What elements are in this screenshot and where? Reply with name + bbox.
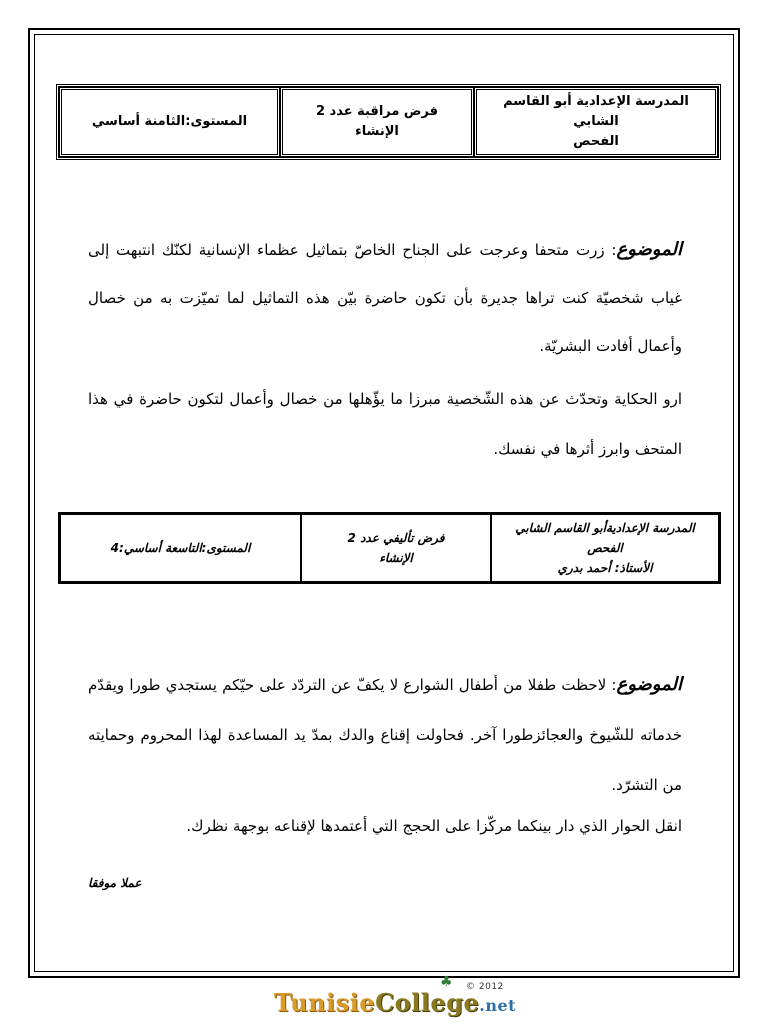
logo-text-college: College	[375, 988, 480, 1017]
test-title-2: فرض تأليفي عدد 2	[347, 531, 445, 545]
school-name: المدرسة الإعدادية أبو القاسم الشابي	[503, 94, 689, 129]
topic-2-text	[88, 660, 682, 810]
level-text-2: المستوى:التاسعة أساسي:4	[110, 541, 251, 555]
topic-1-label: الموضوع	[616, 239, 682, 260]
test-cell	[280, 87, 474, 157]
level-text: المستوى:الثامنة أساسي	[91, 114, 248, 129]
level-cell-2	[60, 514, 301, 582]
topic-1-text	[88, 226, 682, 370]
level-cell	[59, 87, 280, 157]
logo-text-tunisie: Tunisie	[274, 988, 376, 1017]
test-subject: الإنشاء	[355, 124, 399, 139]
topic-1-task: ارو الحكاية وتحدّث عن هذه الشّخصية مبرزا ما يؤّهلها من خصال وأعمال لتكون حاضرة في هذا المتحف وابرز أثرها في نفسك.	[88, 390, 682, 458]
topic-2-task: انقل الحوار الذي دار بينكما مركّزا على الحجج التي أعتمدها لإقناعه بوجهة نظرك.	[186, 817, 682, 835]
topic-2-label: الموضوع	[616, 674, 682, 695]
test-subject-2: الإنشاء	[379, 551, 413, 565]
test-cell-2	[301, 514, 491, 582]
sign-off: عملا موفقا	[88, 876, 142, 890]
logo-year: © 2012	[466, 982, 504, 992]
school-name-2: المدرسة الإعداديةأبو القاسم الشابي	[515, 521, 695, 535]
teacher-name: الأستاذ: أحمد بدري	[557, 561, 653, 575]
topic-2-body: : لاحظت طفلا من أطفال الشوارع لا يكفّ عن التردّد على حيّكم يستجدي طورا ويقدّم خدماته للشّيوخ والعجائزطورا آخر. فحاولت إقناع والدك بمدّ يد المساعدة لهذا المحروم وحمايته من التشرّد.	[88, 676, 682, 794]
header-table-2	[58, 512, 721, 584]
test-title: فرض مراقبة عدد 2	[315, 104, 439, 119]
site-logo	[274, 974, 517, 1020]
logo-text-net: .net	[479, 996, 517, 1015]
school-location-2: الفحص	[587, 541, 623, 555]
school-location: الفحص	[573, 134, 619, 149]
school-cell-2	[491, 514, 719, 582]
palm-tree-icon: ♣	[440, 974, 454, 990]
topic-1-body: : زرت متحفا وعرجت على الجناح الخاصّ بتماثيل عظماء الإنسانية لكنّك انتبهت إلى غياب شخصيّة كنت تراها جديرة بأن تكون حاضرة بيّن هذه التماثيل لما تميّزت به من خصال وأعمال أفادت البشريّة.	[88, 241, 682, 355]
header-table-1	[56, 84, 721, 160]
school-cell	[474, 87, 718, 157]
